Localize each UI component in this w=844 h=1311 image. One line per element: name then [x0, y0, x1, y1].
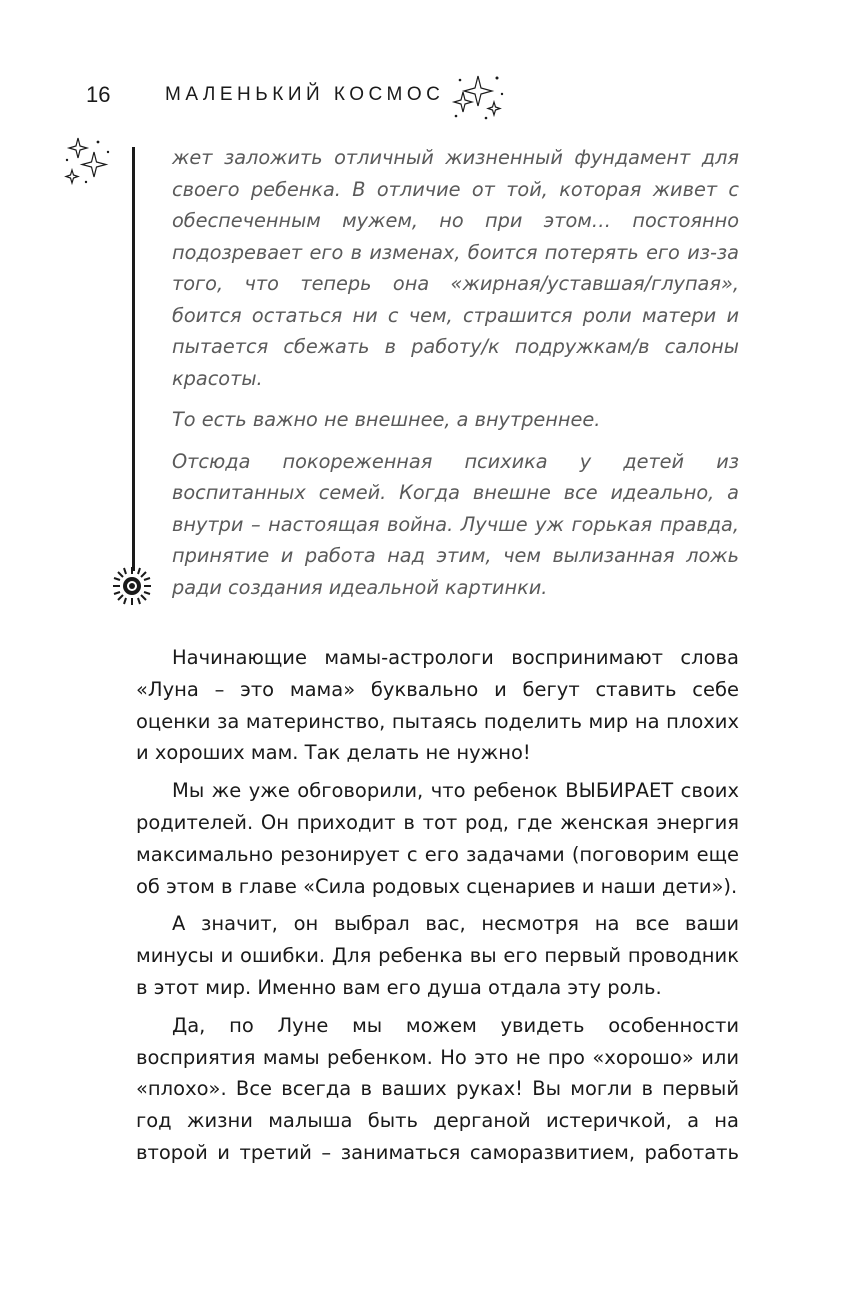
- page-header: [0, 72, 844, 132]
- body-text: [136, 642, 739, 1175]
- stars-icon: [64, 136, 114, 186]
- sun-icon: [112, 566, 152, 606]
- running-title: МАЛЕНЬКИЙ КОСМОС: [165, 84, 445, 105]
- quote-paragraph: То есть важно не внешнее, а внутреннее.: [172, 408, 601, 431]
- stars-icon: [448, 72, 508, 122]
- page-number: 16: [86, 82, 111, 107]
- quote-block: [172, 142, 739, 613]
- body-paragraph: Начинающие мамы-астрологи воспринимают слова «Луна – это мама» буквально и бегут ставить себе оценки за материнство, пытаясь поделить мир на плохих и хороших мам. Так делать не нужно!: [136, 646, 739, 765]
- quote-paragraph: Отсюда покореженная психика у детей из воспитанных семей. Когда внешне все идеально, а внутри – настоящая война. Лучше уж горькая правда, принятие и работа над этим, чем вылизанная ложь ради создания идеальной картинки.: [172, 449, 739, 599]
- body-paragraph: Да, по Луне мы можем увидеть особенности восприятия мамы ребенком. Но это не про «хорошо» или «плохо». Все всегда в ваших руках! Вы могли в первый год жизни малыша быть дерганой истеричкой, а на второй и третий – заниматься саморазвитием, работать: [136, 1013, 739, 1164]
- quote-paragraph: жет заложить отличный жизненный фундамент для своего ребенка. В отличие от той, которая живет с обеспеченным мужем, но при этом… постоянно подозревает его в изменах, боится потерять его из-за того, что теперь она «жирная/уставшая/глупая», боится остаться ни с чем, страшится роли матери и пытается сбежать в работу/к подружкам/в салоны красоты.: [172, 146, 739, 390]
- quote-rule: [132, 147, 135, 571]
- body-paragraph: Мы же уже обговорили, что ребенок ВЫБИРАЕТ своих родителей. Он приходит в тот род, где женская энергия максимально резонирует с его задачами (поговорим еще об этом в главе «Сила родовых сценариев и наши дети»).: [136, 779, 739, 898]
- body-paragraph: А значит, он выбрал вас, несмотря на все ваши минусы и ошибки. Для ребенка вы его первый проводник в этот мир. Именно вам его душа отдала эту роль.: [136, 912, 739, 999]
